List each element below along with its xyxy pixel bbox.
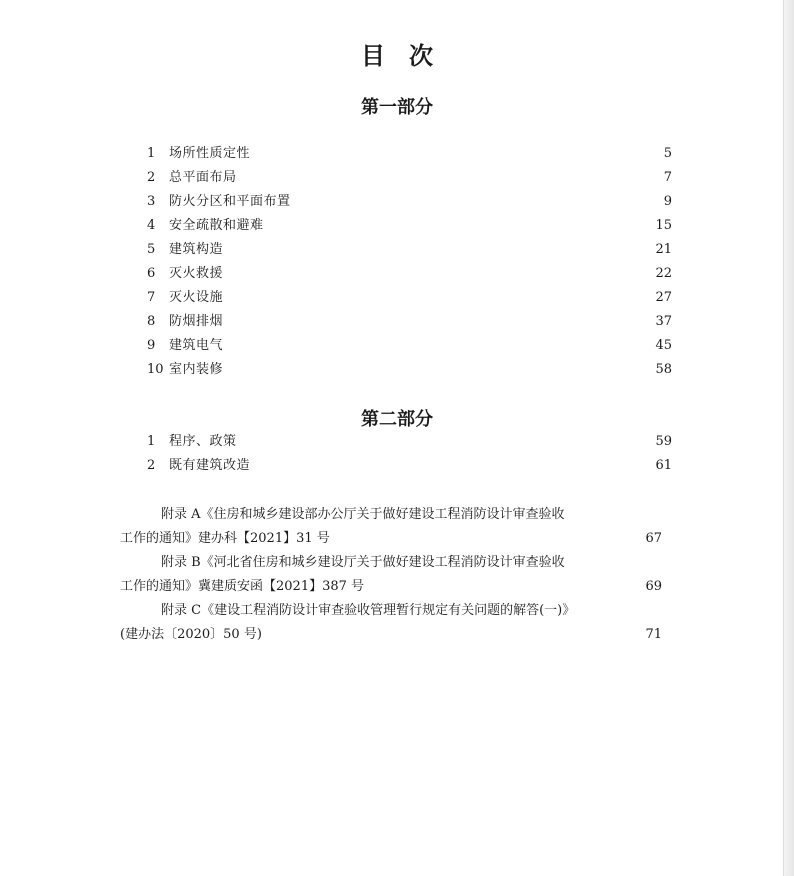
toc-entry-page: 15	[655, 218, 672, 233]
toc-entry-label: 既有建筑改造	[169, 458, 251, 473]
title-char-1: 目	[361, 41, 385, 70]
toc-entry-page: 22	[655, 266, 672, 281]
toc-entry[interactable]	[147, 168, 672, 188]
toc-entry-page: 7	[663, 170, 672, 185]
toc-entry-page: 45	[655, 338, 672, 353]
toc-entry-number: 2	[147, 458, 156, 473]
toc-entry[interactable]	[147, 216, 672, 236]
toc-entry-number: 1	[147, 146, 156, 161]
toc-entry-label: 总平面布局	[169, 170, 237, 185]
toc-entry-page: 27	[655, 290, 672, 305]
appendix-title-line: 附录 C《建设工程消防设计审查验收管理暂行规定有关问题的解答(一)》	[161, 603, 576, 618]
toc-entry-label: 室内装修	[169, 362, 224, 377]
toc-entry-number: 8	[147, 314, 156, 329]
appendix-title-line: 工作的通知》冀建质安函【2021】387 号	[120, 579, 365, 594]
toc-entry-number: 9	[147, 338, 156, 353]
appendix-title-line: 附录 B《河北省住房和城乡建设厅关于做好建设工程消防设计审查验收	[161, 555, 565, 570]
toc-entry-page: 58	[655, 362, 672, 377]
toc-entry-number: 7	[147, 290, 156, 305]
appendix-title-line: 附录 A《住房和城乡建设部办公厅关于做好建设工程消防设计审查验收	[161, 507, 565, 522]
appendix-title-line: (建办法〔2020〕50 号)	[120, 627, 262, 642]
toc-entry-label: 防烟排烟	[169, 314, 224, 329]
toc-entry-label: 建筑构造	[169, 242, 224, 257]
toc-entry[interactable]	[147, 240, 672, 260]
appendix-page: 71	[645, 627, 662, 642]
toc-entry-number: 4	[147, 218, 156, 233]
toc-entry-page: 61	[655, 458, 672, 473]
title-char-2: 次	[409, 41, 433, 70]
toc-entry[interactable]	[147, 264, 672, 284]
toc-entry[interactable]	[147, 336, 672, 356]
toc-entry[interactable]	[147, 288, 672, 308]
toc-entry-page: 9	[663, 194, 672, 209]
toc-entry[interactable]	[147, 432, 672, 452]
toc-entry-number: 6	[147, 266, 156, 281]
toc-entry-page: 37	[655, 314, 672, 329]
part1-heading: 第一部分	[361, 97, 433, 118]
appendix-title-line: 工作的通知》建办科【2021】31 号	[120, 531, 330, 546]
page-title	[0, 36, 794, 71]
toc-entry-label: 灭火救援	[169, 266, 224, 281]
toc-entry-number: 10	[147, 362, 164, 377]
toc-entry-label: 安全疏散和避难	[169, 218, 264, 233]
toc-entry[interactable]	[147, 456, 672, 476]
toc-entry[interactable]	[147, 144, 672, 164]
toc-entry[interactable]	[147, 360, 672, 380]
part2-heading: 第二部分	[361, 409, 433, 430]
toc-entry[interactable]	[147, 312, 672, 332]
toc-entry-number: 5	[147, 242, 156, 257]
appendix-page: 67	[645, 531, 662, 546]
toc-entry-label: 防火分区和平面布置	[169, 194, 291, 209]
toc-entry-number: 3	[147, 194, 156, 209]
appendix-page: 69	[645, 579, 662, 594]
toc-entry-label: 场所性质定性	[169, 146, 251, 161]
toc-entry-label: 程序、政策	[169, 434, 237, 449]
toc-entry-number: 2	[147, 170, 156, 185]
toc-entry-page: 59	[655, 434, 672, 449]
toc-entry-number: 1	[147, 434, 156, 449]
toc-entry[interactable]	[147, 192, 672, 212]
toc-entry-page: 21	[655, 242, 672, 257]
toc-entry-label: 建筑电气	[169, 338, 224, 353]
toc-entry-page: 5	[663, 146, 672, 161]
page-edge	[783, 0, 794, 876]
toc-entry-label: 灭火设施	[169, 290, 224, 305]
